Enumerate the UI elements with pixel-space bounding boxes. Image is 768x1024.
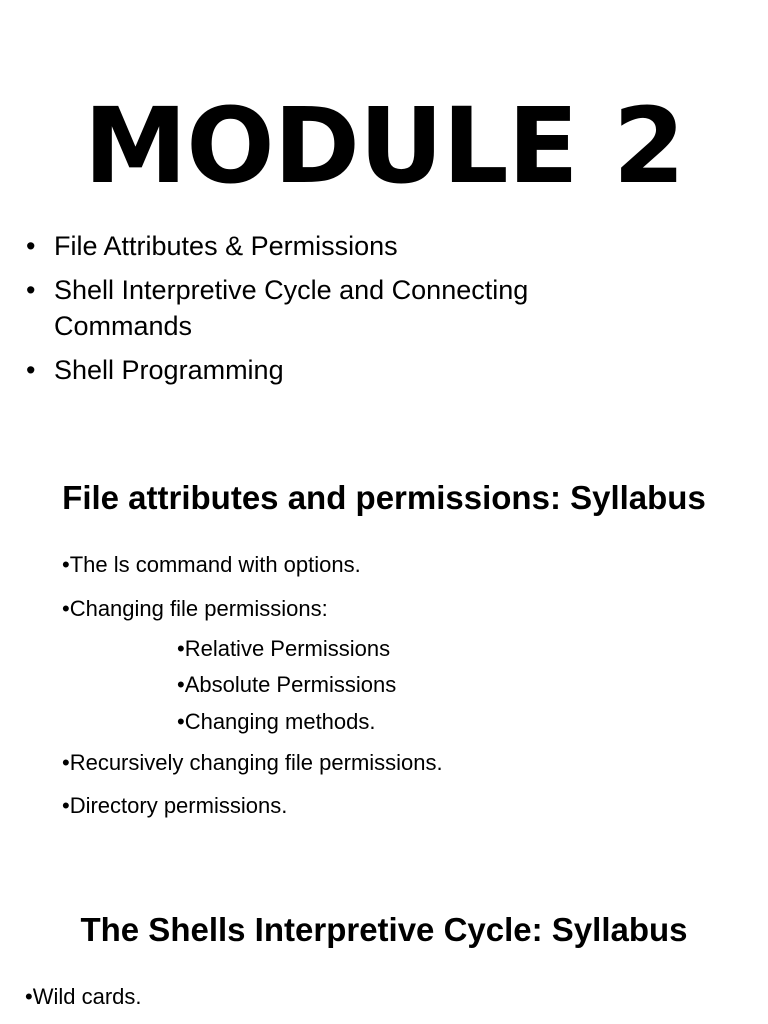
syllabus-item: •The ls command with options. (62, 552, 361, 577)
bullet-icon: • (26, 231, 36, 261)
topic-list (26, 228, 726, 396)
section-heading-shell-cycle: The Shells Interpretive Cycle: Syllabus (80, 911, 688, 948)
topic-text: Shell Programming (54, 355, 284, 385)
syllabus-item: •Recursively changing file permissions. (62, 750, 443, 775)
topic-item (26, 228, 726, 264)
topic-text: Shell Interpretive Cycle and Connecting Commands (54, 275, 529, 341)
topic-text: File Attributes & Permissions (54, 231, 398, 261)
syllabus-item: •Wild cards. (25, 984, 142, 1009)
syllabus-item: •Changing file permissions: (62, 596, 328, 621)
syllabus-item: •Directory permissions. (62, 793, 288, 818)
topic-item (26, 352, 726, 388)
syllabus-subitem: •Absolute Permissions (177, 672, 397, 697)
syllabus-subitem: •Changing methods. (177, 709, 376, 734)
module-title: MODULE 2 (83, 85, 685, 207)
syllabus-subitem: •Relative Permissions (177, 636, 391, 661)
syllabus-list-shell-cycle (25, 984, 142, 1010)
bullet-icon: • (26, 275, 36, 305)
bullet-icon: • (26, 355, 36, 385)
topic-item (26, 272, 634, 344)
section-heading-file-attributes: File attributes and permissions: Syllabus (62, 479, 706, 516)
